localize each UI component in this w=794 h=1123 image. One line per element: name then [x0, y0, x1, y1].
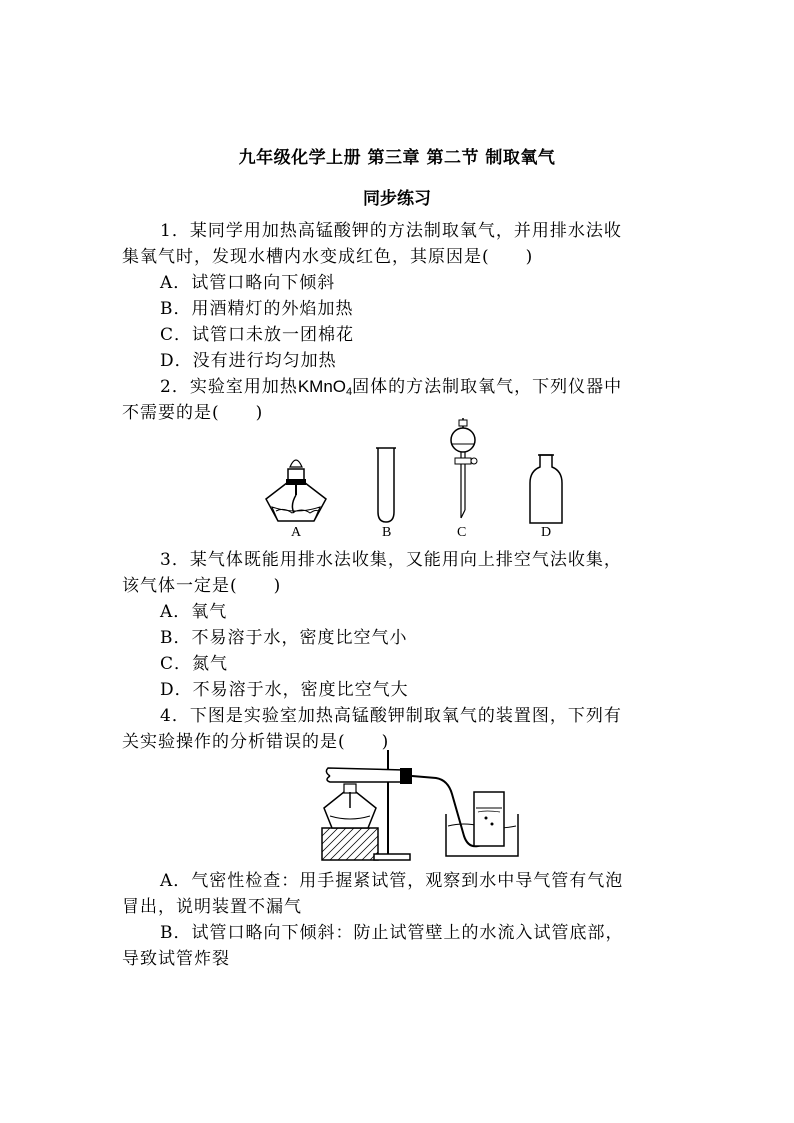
figure-label-a: A — [291, 525, 302, 540]
q1-stem-line1: 1．某同学用加热高锰酸钾的方法制取氧气，并用排水法收 — [160, 221, 622, 241]
alcohol-lamp-figure — [262, 455, 330, 525]
q4-stem-line1: 4．下图是实验室加热高锰酸钾制取氧气的装置图，下列有 — [160, 706, 622, 726]
q1-option-b: B．用酒精灯的外焰加热 — [160, 299, 354, 319]
q2-stem-line2: 不需要的是( ) — [122, 403, 264, 423]
q3-option-d: D．不易溶于水，密度比空气大 — [160, 680, 409, 700]
separatory-funnel-figure — [446, 418, 480, 522]
q4-option-b-line2: 导致试管炸裂 — [122, 949, 230, 969]
q2-stem-line1 — [160, 372, 622, 398]
gas-bottle-figure — [527, 453, 565, 525]
figure-label-c: C — [457, 525, 467, 540]
q2-stem-part2: 固体的方法制取氧气，下列仪器中 — [352, 377, 623, 397]
oxygen-apparatus-figure — [316, 746, 522, 864]
q2-stem-part1: 2．实验室用加热 — [160, 377, 298, 397]
page-subtitle: 同步练习 — [363, 189, 431, 209]
q4-option-a-line2: 冒出，说明装置不漏气 — [122, 897, 302, 917]
figure-label-b: B — [382, 525, 392, 540]
q3-option-b: B．不易溶于水，密度比空气小 — [160, 628, 408, 648]
q2-formula: KMnO$_4$ — [297, 377, 353, 398]
q1-option-c: C．试管口未放一团棉花 — [160, 325, 355, 345]
q1-option-a: A．试管口略向下倾斜 — [160, 273, 336, 293]
q4-stem-line2: 关实验操作的分析错误的是( ) — [122, 732, 390, 752]
q1-stem-line2: 集氧气时，发现水槽内水变成红色，其原因是( ) — [122, 247, 534, 267]
page-title: 九年级化学上册 第三章 第二节 制取氧气 — [238, 148, 556, 168]
q3-option-a: A．氧气 — [160, 602, 228, 622]
q1-option-d: D．没有进行均匀加热 — [160, 351, 337, 371]
q4-option-b-line1: B．试管口略向下倾斜：防止试管壁上的水流入试管底部， — [160, 923, 624, 943]
q3-stem-line1: 3．某气体既能用排水法收集，又能用向上排空气法收集， — [160, 550, 622, 570]
figure-label-d: D — [541, 525, 552, 540]
test-tube-figure — [374, 446, 398, 526]
q4-option-a-line1: A．气密性检查：用手握紧试管，观察到水中导气管有气泡 — [160, 871, 624, 891]
q3-stem-line2: 该气体一定是( ) — [122, 576, 282, 596]
q3-option-c: C．氮气 — [160, 654, 229, 674]
